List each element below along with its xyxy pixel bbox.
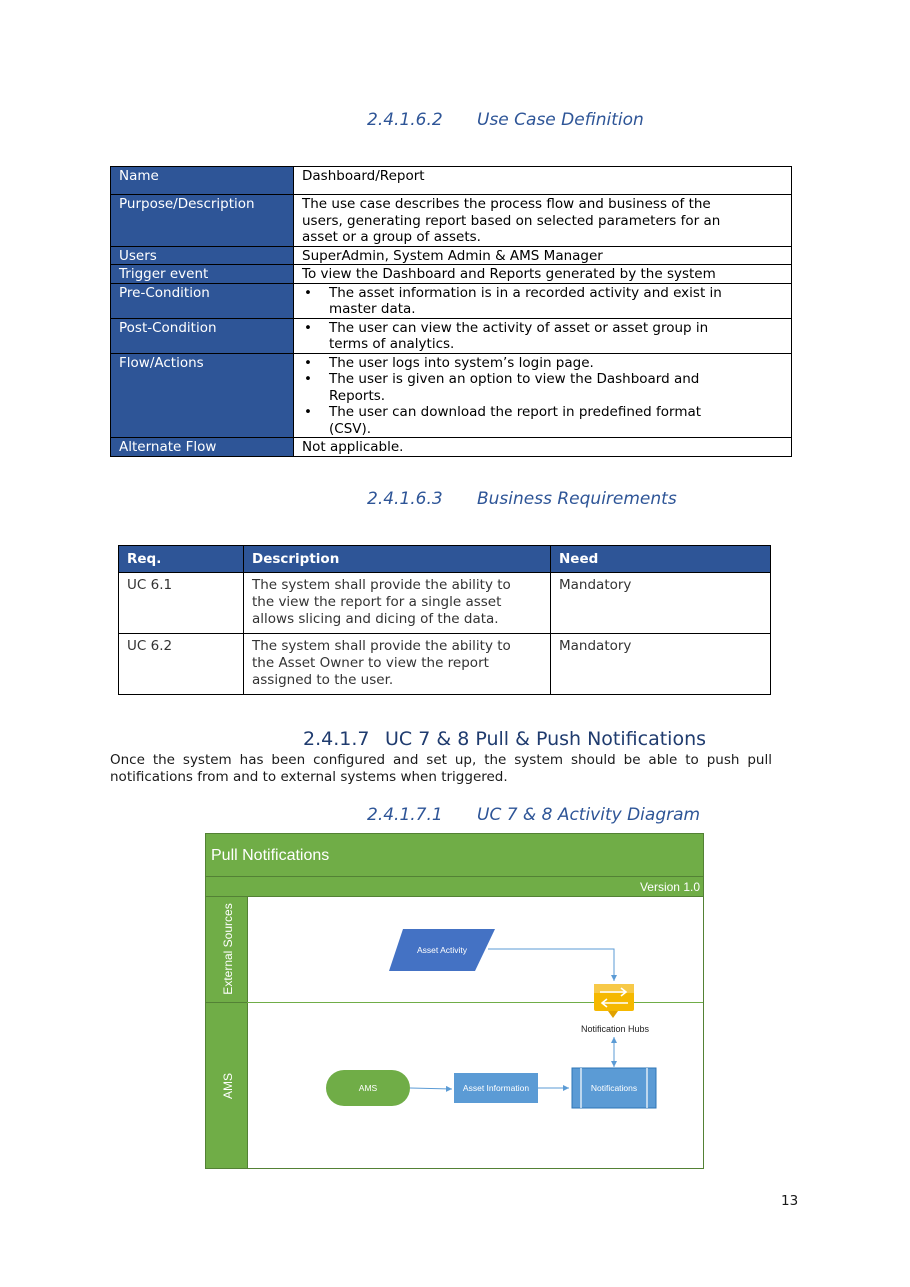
column-header: Description — [244, 546, 551, 573]
req-cell: UC 6.2 — [119, 634, 244, 695]
value-cell — [294, 353, 792, 438]
text-line: • The user logs into system’s login page. — [329, 354, 594, 371]
req-cell: UC 6.1 — [119, 573, 244, 634]
page-number: 13 — [781, 1193, 799, 1209]
notifications-label: Notifications — [590, 1083, 638, 1093]
ams-node-label: AMS — [358, 1083, 378, 1093]
key-cell: Alternate Flow — [111, 438, 294, 457]
asset-activity-label: Asset Activity — [416, 945, 468, 955]
row-alternate-flow — [111, 438, 792, 457]
row-name — [111, 167, 792, 195]
use-case-table — [110, 166, 792, 457]
text-line: • The user is given an option to view the Dashboard and — [329, 371, 700, 387]
text-line: the view the report for a single asset — [252, 594, 502, 610]
bullet-item — [302, 355, 783, 372]
text-line: assigned to the user. — [252, 672, 394, 688]
row-flow-actions — [111, 353, 792, 438]
intro-paragraph: Once the system has been configured and set up, the system should be able to push pull notifications from and to external systems when triggered. — [110, 752, 772, 785]
text-line: allows slicing and dicing of the data. — [252, 611, 499, 627]
text-line: asset or a group of assets. — [302, 229, 481, 245]
heading-title: Use Case Definition — [477, 110, 644, 130]
text-line: The system shall provide the ability to — [252, 577, 511, 593]
bullet-item — [302, 404, 783, 437]
asset-information-label: Asset Information — [462, 1083, 530, 1093]
value-cell: Dashboard/Report — [294, 167, 792, 195]
activity-diagram — [205, 833, 705, 1171]
text-line: Reports. — [329, 387, 386, 404]
value-cell: Not applicable. — [294, 438, 792, 457]
bullet-list — [302, 355, 783, 438]
heading-number: 2.4.1.6.3 — [367, 489, 443, 509]
need-cell: Mandatory — [551, 634, 771, 695]
row-purpose — [111, 195, 792, 247]
bullet-list — [302, 285, 783, 318]
text-line: users, generating report based on selected parameters for an — [302, 212, 721, 229]
row-pre-condition — [111, 283, 792, 318]
key-cell: Users — [111, 246, 294, 265]
row-users — [111, 246, 792, 265]
heading-number: 2.4.1.7.1 — [367, 805, 443, 825]
version-label: Version 1.0 — [639, 880, 700, 894]
text-line: The use case describes the process flow and business of the — [302, 196, 711, 212]
value-cell — [294, 318, 792, 353]
lane-label-ams: AMS — [221, 1072, 235, 1100]
key-cell: Name — [111, 167, 294, 195]
need-cell: Mandatory — [551, 573, 771, 634]
heading-number: 2.4.1.6.2 — [367, 110, 443, 130]
text-line: • The user can view the activity of asset or asset group in — [329, 319, 709, 336]
lane-label-external-sources: External Sources — [221, 903, 235, 995]
key-cell: Trigger event — [111, 265, 294, 284]
column-header: Need — [551, 546, 771, 573]
row-post-condition — [111, 318, 792, 353]
text-line: the Asset Owner to view the report — [252, 655, 489, 671]
value-cell — [294, 195, 792, 247]
bullet-item — [302, 285, 783, 318]
bullet-list — [302, 320, 783, 353]
column-header: Req. — [119, 546, 244, 573]
version-bar — [206, 877, 704, 897]
bullet-item — [302, 371, 783, 404]
description-cell — [244, 634, 551, 695]
table-row — [119, 634, 771, 695]
bullet-item — [302, 320, 783, 353]
text-line: • The asset information is in a recorded activity and exist in — [329, 284, 722, 301]
heading-number: 2.4.1.7 — [303, 728, 370, 750]
text-line: The system shall provide the ability to — [252, 638, 511, 654]
requirements-table — [118, 545, 771, 695]
key-cell: Purpose/Description — [111, 195, 294, 247]
row-trigger — [111, 265, 792, 284]
value-cell: SuperAdmin, System Admin & AMS Manager — [294, 246, 792, 265]
key-cell: Pre-Condition — [111, 283, 294, 318]
text-line: terms of analytics. — [329, 336, 455, 352]
description-cell — [244, 573, 551, 634]
value-cell: To view the Dashboard and Reports generated by the system — [294, 265, 792, 284]
diagram-title: Pull Notifications — [211, 847, 330, 864]
notification-hubs-label: Notification Hubs — [580, 1024, 650, 1034]
table-row — [119, 573, 771, 634]
heading-title: UC 7 & 8 Pull & Push Notifications — [385, 728, 707, 750]
heading-title: UC 7 & 8 Activity Diagram — [477, 805, 701, 825]
key-cell: Flow/Actions — [111, 353, 294, 438]
heading-title: Business Requirements — [477, 489, 677, 509]
value-cell — [294, 283, 792, 318]
text-line: • The user can download the report in predefined format — [329, 404, 702, 420]
key-cell: Post-Condition — [111, 318, 294, 353]
text-line: (CSV). — [329, 420, 372, 437]
text-line: master data. — [329, 301, 416, 317]
table-header-row — [119, 546, 771, 573]
